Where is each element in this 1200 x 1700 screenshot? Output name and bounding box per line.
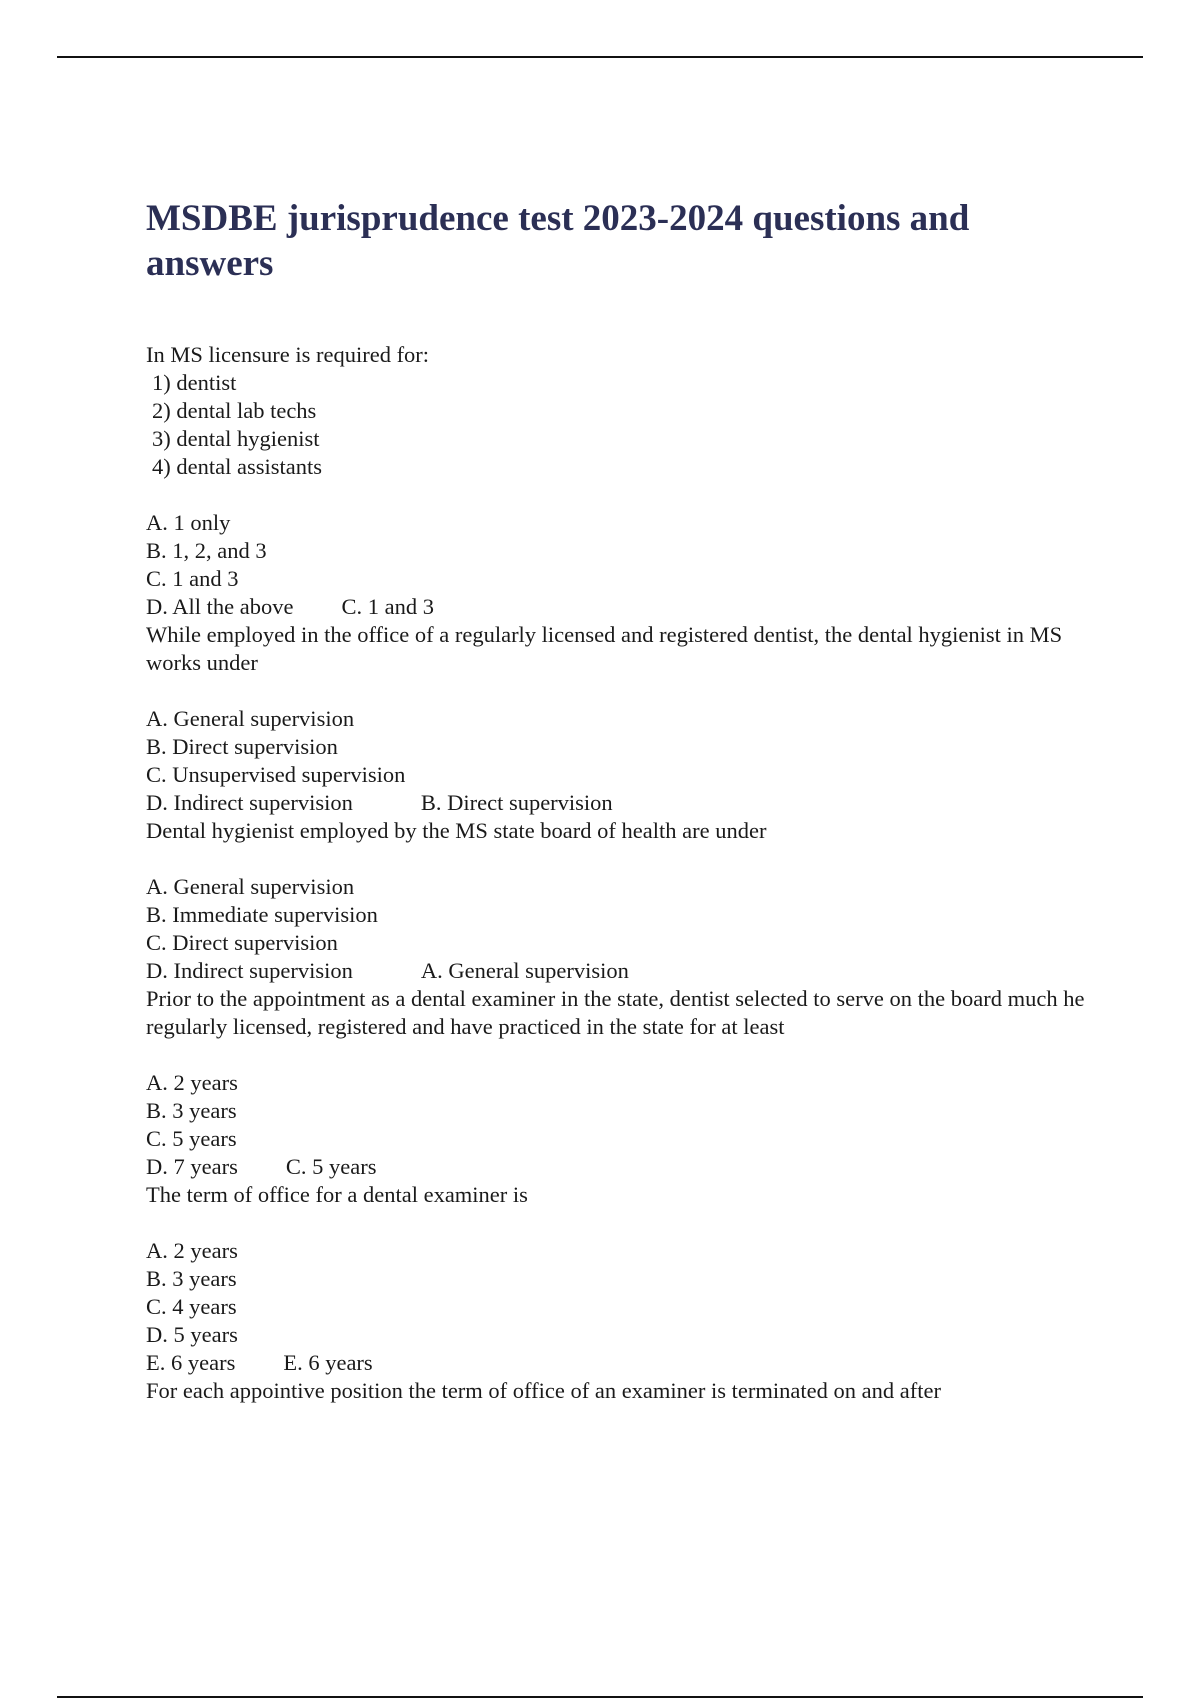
correct-answer: C. 5 years bbox=[285, 1154, 377, 1179]
answer-option: D. Indirect supervision bbox=[146, 790, 353, 815]
question-block bbox=[146, 1377, 1086, 1405]
header-rule bbox=[57, 56, 1143, 58]
question-sub-item: 1) dentist bbox=[152, 370, 237, 395]
question-prompt: In MS licensure is required for: bbox=[146, 342, 430, 367]
answer-option-last-row bbox=[146, 789, 1086, 817]
question-block bbox=[146, 985, 1086, 1181]
question-block bbox=[146, 817, 1086, 985]
answer-option: C. 1 and 3 bbox=[146, 566, 239, 591]
answer-option: D. 7 years bbox=[146, 1154, 238, 1179]
answer-option: D. 5 years bbox=[146, 1322, 238, 1347]
question-block bbox=[146, 621, 1086, 817]
answer-option: B. Direct supervision bbox=[146, 734, 338, 759]
question-block bbox=[146, 341, 1086, 621]
correct-answer: A. General supervision bbox=[420, 958, 629, 983]
question-prompt: While employed in the office of a regularly licensed and registered dentist, the dental hygienist in MS works under bbox=[146, 622, 1063, 675]
question-prompt: For each appointive position the term of office of an examiner is terminated on and after bbox=[146, 1378, 941, 1403]
correct-answer: B. Direct supervision bbox=[420, 790, 613, 815]
footer-rule bbox=[57, 1696, 1143, 1698]
correct-answer: C. 1 and 3 bbox=[341, 594, 434, 619]
question-prompt: The term of office for a dental examiner is bbox=[146, 1182, 528, 1207]
answer-option-last-row bbox=[146, 593, 1086, 621]
answer-option: B. 3 years bbox=[146, 1266, 237, 1291]
question-block bbox=[146, 1181, 1086, 1377]
spacer bbox=[146, 845, 1086, 873]
spacer bbox=[146, 481, 1086, 509]
answer-option: A. 2 years bbox=[146, 1070, 238, 1095]
answer-option: A. General supervision bbox=[146, 706, 355, 731]
question-sub-item: 2) dental lab techs bbox=[152, 398, 317, 423]
answer-option: B. 3 years bbox=[146, 1098, 237, 1123]
question-prompt: Dental hygienist employed by the MS state board of health are under bbox=[146, 818, 767, 843]
answer-option: A. 1 only bbox=[146, 510, 231, 535]
answer-option: B. 1, 2, and 3 bbox=[146, 538, 267, 563]
answer-option-last-row bbox=[146, 957, 1086, 985]
answer-option: C. Direct supervision bbox=[146, 930, 338, 955]
answer-option-last-row bbox=[146, 1153, 1086, 1181]
answer-option: D. All the above bbox=[146, 594, 294, 619]
document-title: MSDBE jurisprudence test 2023-2024 questions and answers bbox=[146, 198, 970, 284]
answer-option: D. Indirect supervision bbox=[146, 958, 353, 983]
question-prompt: Prior to the appointment as a dental examiner in the state, dentist selected to serve on the board much he regularly licensed, registered and have practiced in the state for at least bbox=[146, 986, 1085, 1039]
answer-option: C. Unsupervised supervision bbox=[146, 762, 406, 787]
spacer bbox=[146, 677, 1086, 705]
spacer bbox=[146, 1041, 1086, 1069]
spacer bbox=[146, 1209, 1086, 1237]
answer-option: B. Immediate supervision bbox=[146, 902, 378, 927]
answer-option: C. 5 years bbox=[146, 1126, 237, 1151]
answer-option-last-row bbox=[146, 1349, 1086, 1377]
answer-option: A. 2 years bbox=[146, 1238, 238, 1263]
correct-answer: E. 6 years bbox=[283, 1350, 373, 1375]
answer-option: C. 4 years bbox=[146, 1294, 237, 1319]
question-list bbox=[146, 341, 1086, 1405]
question-sub-item: 3) dental hygienist bbox=[152, 426, 320, 451]
answer-option: A. General supervision bbox=[146, 874, 355, 899]
answer-option: E. 6 years bbox=[146, 1350, 236, 1375]
question-sub-item: 4) dental assistants bbox=[152, 454, 322, 479]
